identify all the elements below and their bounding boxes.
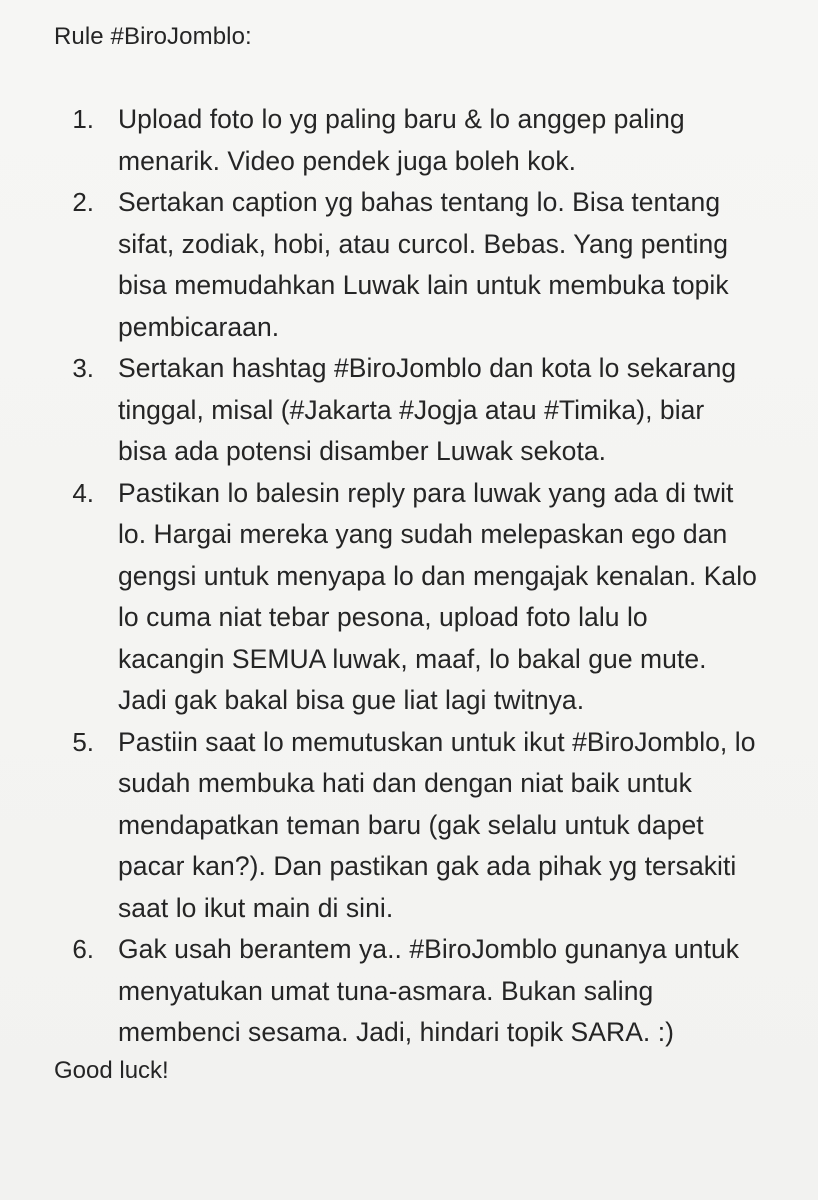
rule-number: 4. [72,477,94,508]
rule-text: Sertakan caption yg bahas tentang lo. Bisa tentang sifat, zodiak, hobi, atau curcol. Bebas. Yang penting bisa memudahkan Luwak lain untuk membuka topik pembicaraan. [118,187,729,342]
rule-text: Pastikan lo balesin reply para luwak yang ada di twit lo. Hargai mereka yang sudah melepaskan ego dan gengsi untuk menyapa lo dan mengajak kenalan. Kalo lo cuma niat tebar pesona, upload foto lalu lo kacangin SEMUA luwak, maaf, lo bakal gue mute. Jadi gak bakal bisa gue liat lagi twitnya. [118,477,757,715]
rule-number: 1. [72,104,94,134]
rule-number: 2. [72,187,94,217]
rule-number: 6. [72,934,94,964]
page-title: Rule #BiroJomblo: [54,23,252,50]
rule-text: Upload foto lo yg paling baru & lo anggep paling menarik. Video pendek juga boleh kok. [118,104,685,176]
rule-item-3 [54,348,778,473]
rule-text: Pastiin saat lo memutuskan untuk ikut #BiroJomblo, lo sudah membuka hati dan dengan niat baik untuk mendapatkan teman baru (gak selalu untuk dapet pacar kan?). Dan pastikan gak ada pihak yg tersakiti saat lo ikut main di sini. [118,726,756,923]
rule-item-6 [54,929,778,1054]
closing-text: Good luck! [54,1056,169,1084]
rule-item-5 [54,722,778,930]
rules-list [54,99,778,1054]
rule-item-4 [54,473,778,722]
rule-item-2 [54,182,778,348]
rule-text: Gak usah berantem ya.. #BiroJomblo gunanya untuk menyatukan umat tuna-asmara. Bukan saling membenci sesama. Jadi, hindari topik SARA. :) [118,934,740,1047]
rule-text: Sertakan hashtag #BiroJomblo dan kota lo sekarang tinggal, misal (#Jakarta #Jogja atau #Timika), biar bisa ada potensi disamber Luwak sekota. [118,353,737,466]
rule-number: 3. [72,353,94,383]
rule-number: 5. [72,726,94,757]
rule-item-1 [54,99,778,182]
